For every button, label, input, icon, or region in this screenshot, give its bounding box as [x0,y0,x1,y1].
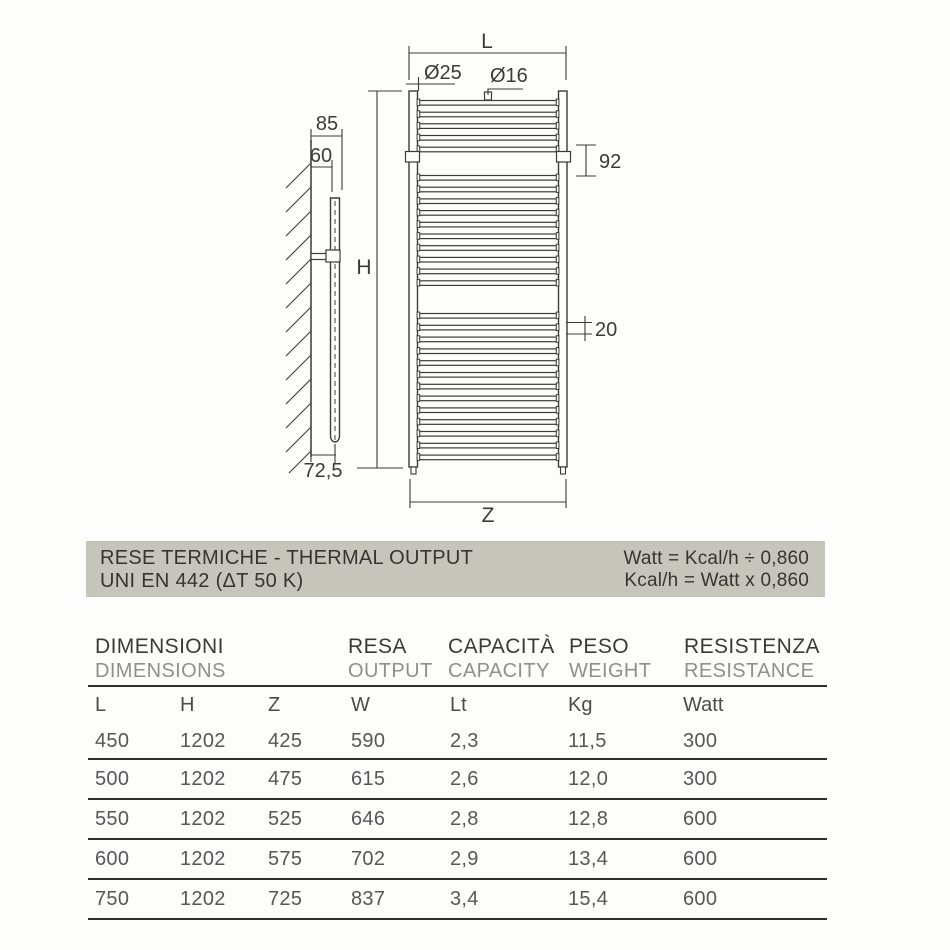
table-cell: 500 [95,767,130,790]
unit-cell: W [351,694,370,716]
table-cell: 600 [683,807,718,830]
table-cell: 2,6 [450,767,479,790]
units-row [88,687,827,724]
table-cell: 2,8 [450,807,479,830]
unit-cell: L [95,694,107,716]
unit-cell: Lt [450,694,467,716]
label-pipe-diameter: Ø16 [490,65,528,87]
header-it: DIMENSIONI [95,635,224,658]
right-foot [561,467,566,474]
table-cell: 300 [683,767,718,790]
banner-titles [100,547,473,593]
table-cell: 300 [683,729,718,752]
label-width-L: L [481,30,493,53]
label-wall-depth-inner: 60 [309,145,333,167]
table-cell: 590 [351,729,386,752]
table-cell: 3,4 [450,887,479,910]
table-cell: 1202 [180,847,226,870]
table-row [88,724,827,760]
banner-title-line1: RESE TERMICHE - THERMAL OUTPUT [100,547,474,569]
header-it: CAPACITÀ [448,635,555,658]
dim-H [357,91,403,468]
table-row [88,840,827,880]
label-collector-diameter: Ø25 [424,62,462,84]
table-cell: 600 [683,887,718,910]
table-cell: 646 [351,807,386,830]
unit-cell: Z [268,694,281,716]
banner-formulas [623,548,809,592]
wall-hatching [286,163,311,473]
table-cell: 1202 [180,887,226,910]
header-en: DIMENSIONS [95,660,226,682]
label-bracket-offset: 92 [599,151,622,173]
front-left-bracket [406,152,420,163]
table-cell: 15,4 [568,887,609,910]
table-cell: 702 [351,847,386,870]
unit-cell: Watt [683,694,724,716]
label-axle-base-Z: Z [481,504,495,527]
header-en: OUTPUT [348,660,433,682]
left-foot [411,467,416,474]
header-it: PESO [569,635,629,658]
unit-cell: H [180,694,195,716]
table-cell: 575 [268,847,303,870]
label-wall-center-distance: 72,5 [303,460,343,482]
table-cell: 837 [351,887,386,910]
side-bracket-block [326,250,340,262]
dim-d16 [488,89,523,95]
table-cell: 475 [268,767,303,790]
front-right-bracket [557,152,571,163]
tube-group-top [417,99,559,152]
dim-20 [566,316,592,341]
left-collector [409,91,418,467]
table-header [88,629,827,687]
table-cell: 1202 [180,767,226,790]
header-output [348,635,448,685]
right-collector [559,91,568,467]
header-it: RESISTENZA [684,635,820,658]
table-cell: 600 [683,847,718,870]
table-cell: 12,8 [568,807,609,830]
banner-formula-line1: Watt = Kcal/h ÷ 0,860 [623,548,809,569]
header-en: CAPACITY [448,660,550,682]
header-weight [569,635,684,685]
table-row [88,800,827,840]
header-en: RESISTANCE [684,660,815,682]
table-cell: 2,3 [450,729,479,752]
table-cell: 450 [95,729,130,752]
table-row [88,760,827,800]
table-cell: 750 [95,887,130,910]
table-cell: 13,4 [568,847,609,870]
table-cell: 525 [268,807,303,830]
label-wall-depth-outer: 85 [315,113,339,135]
table-cell: 12,0 [568,767,609,790]
table-cell: 600 [95,847,130,870]
table-cell: 615 [351,767,386,790]
header-en: WEIGHT [569,660,652,682]
table-cell: 1202 [180,729,226,752]
front-view [357,46,596,508]
unit-cell: Kg [568,694,593,716]
tube-group-middle [417,174,559,286]
table-cell: 2,9 [450,847,479,870]
side-view [286,129,342,473]
label-tube-pitch: 20 [595,319,618,341]
label-height-H: H [356,256,372,279]
table-cell: 425 [268,729,303,752]
table-cell: 550 [95,807,130,830]
table-cell: 11,5 [568,729,607,752]
table-row [88,880,827,920]
table-cell: 725 [268,887,303,910]
header-dimensions [95,635,348,685]
header-capacity [448,635,569,685]
dim-92 [576,145,596,176]
tube-group-bottom [417,312,559,460]
thermal-output-banner [86,541,825,597]
header-it: RESA [348,635,407,658]
header-resistance [684,635,827,685]
banner-title-line2: UNI EN 442 (ΔT 50 K) [100,570,304,592]
table-cell: 1202 [180,807,226,830]
banner-formula-line2: Kcal/h = Watt x 0,860 [624,570,809,591]
spec-table [88,629,827,920]
